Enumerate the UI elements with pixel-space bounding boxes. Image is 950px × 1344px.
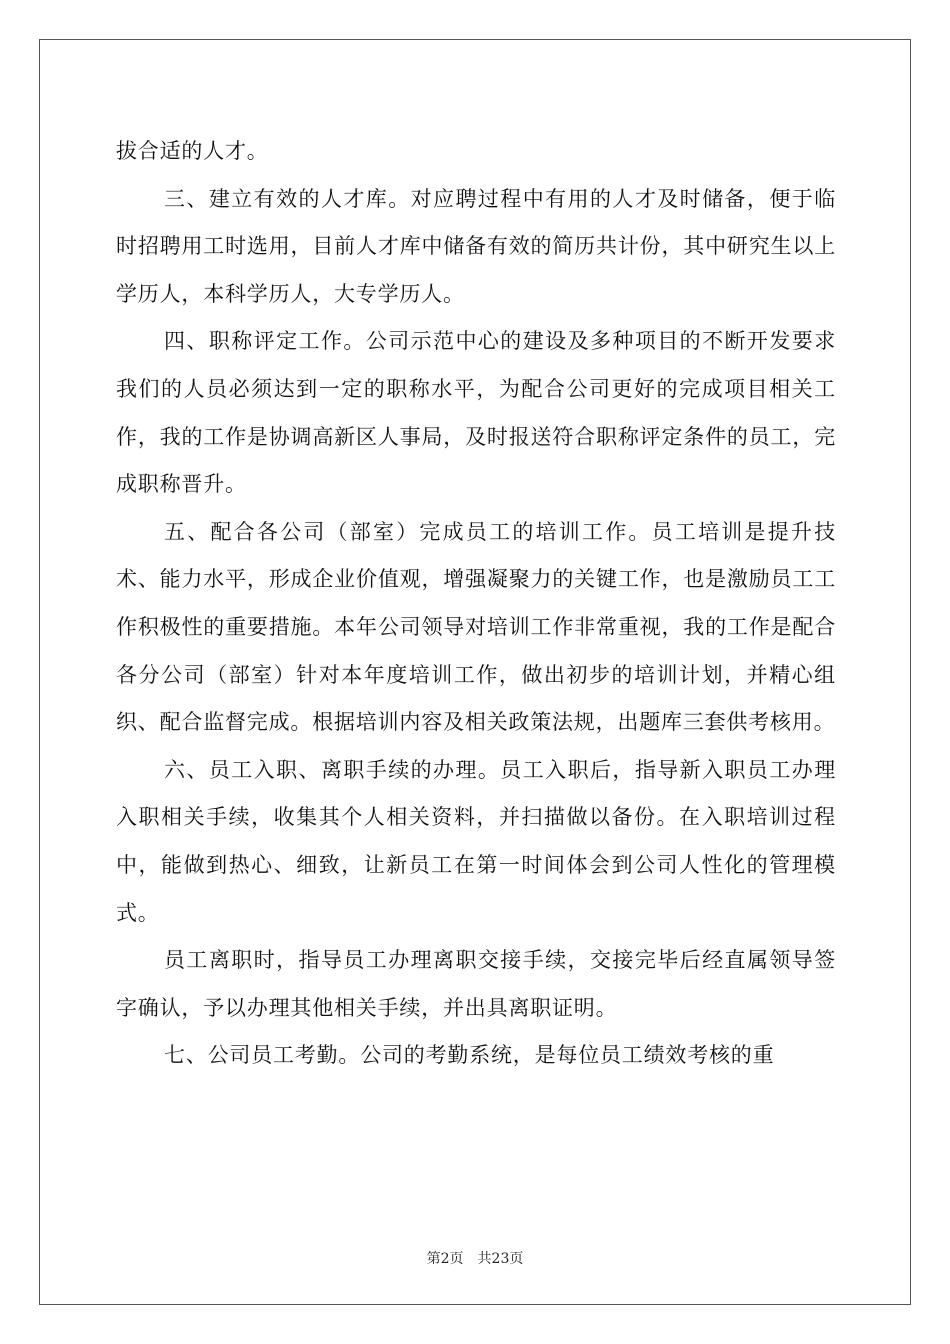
- page-footer: [0, 1248, 950, 1268]
- paragraph-continuation: 拔合适的人才。: [116, 139, 269, 163]
- paragraph-training: 五、配合各公司（部室）完成员工的培训工作。员工培训是提升技术、能力水平，形成企业价值观，增强凝聚力的关键工作，也是激励员工工作积极性的重要措施。本年公司领导对培训工作非常重视，我的工作是配合各分公司（部室）针对本年度培训工作，做出初步的培训计划，并精心组织、配合监督完成。根据培训内容及相关政策法规，出题库三套供考核用。: [116, 519, 836, 735]
- paragraph-resignation: 员工离职时，指导员工办理离职交接手续，交接完毕后经直属领导签字确认，予以办理其他相关手续，并出具离职证明。: [116, 948, 836, 1020]
- paragraph-title-evaluation: 四、职称评定工作。公司示范中心的建设及多种项目的不断开发要求我们的人员必须达到一定的职称水平，为配合公司更好的完成项目相关工作，我的工作是协调高新区人事局，及时报送符合职称评定条件的员工，完成职称晋升。: [116, 329, 836, 497]
- paragraph-onboarding: 六、员工入职、离职手续的办理。员工入职后，指导新入职员工办理入职相关手续，收集其个人相关资料，并扫描做以备份。在入职培训过程中，能做到热心、细致，让新员工在第一时间体会到公司人性化的管理模式。: [116, 757, 836, 925]
- page-total: 共23页: [477, 1251, 524, 1267]
- page-number: 第2页: [426, 1251, 464, 1267]
- document-body: [116, 128, 836, 1080]
- paragraph-attendance: 七、公司员工考勤。公司的考勤系统，是每位员工绩效考核的重: [164, 1043, 775, 1068]
- paragraph-talent-pool: 三、建立有效的人才库。对应聘过程中有用的人才及时储备，便于临时招聘用工时选用，目前人才库中储备有效的简历共计份，其中研究生以上学历人，本科学历人，大专学历人。: [116, 186, 836, 306]
